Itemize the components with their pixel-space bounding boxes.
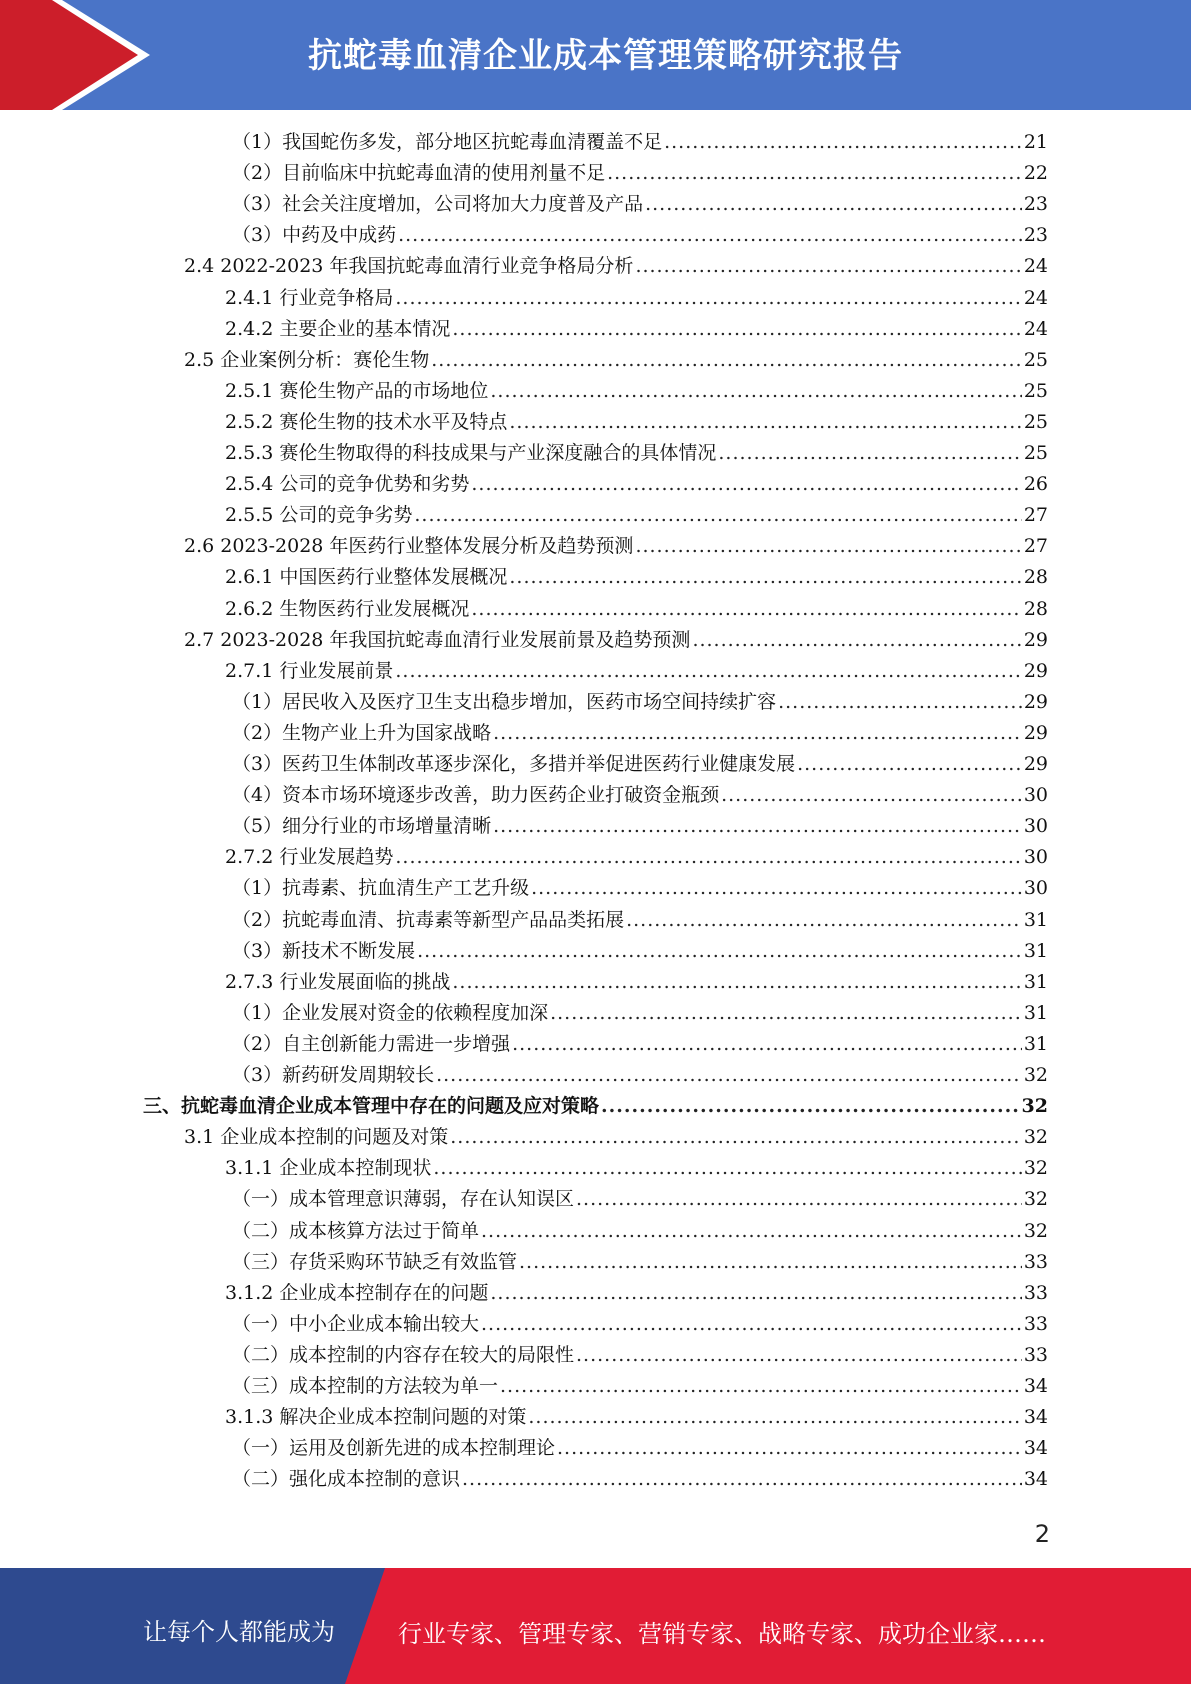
page-number: 2: [1034, 1520, 1050, 1548]
toc-leader-dots: [395, 283, 1021, 314]
toc-entry[interactable]: [232, 1309, 1048, 1340]
toc-leader-dots: [414, 500, 1021, 531]
toc-entry-page: 25: [1023, 349, 1048, 371]
toc-entry-title: 2.5.4 公司的竞争优势和劣势: [225, 473, 470, 495]
toc-entry[interactable]: [232, 1340, 1048, 1371]
toc-entry[interactable]: [225, 1153, 1048, 1184]
toc-entry-title: （3）新药研发周期较长: [232, 1064, 435, 1086]
toc-leader-dots: [462, 1464, 1022, 1495]
toc-entry-page: 31: [1023, 971, 1048, 993]
toc-entry-title: （二）强化成本控制的意识: [232, 1468, 461, 1490]
toc-entry-page: 22: [1023, 162, 1048, 184]
toc-entry[interactable]: [232, 127, 1048, 158]
toc-entry-title: （1）我国蛇伤多发，部分地区抗蛇毒血清覆盖不足: [232, 131, 663, 153]
toc-entry-title: （4）资本市场环境逐步改善，助力医药企业打破资金瓶颈: [232, 784, 720, 806]
toc-entry-title: （1）抗毒素、抗血清生产工艺升级: [232, 877, 530, 899]
toc-leader-dots: [481, 1309, 1022, 1340]
toc-leader-dots: [450, 1122, 1022, 1153]
toc-entry-title: 2.4 2022-2023 年我国抗蛇毒血清行业竞争格局分析: [184, 255, 634, 277]
toc-leader-dots: [481, 1216, 1022, 1247]
toc-entry[interactable]: [143, 1091, 1048, 1122]
toc-entry-page: 34: [1023, 1406, 1048, 1428]
toc-entry-page: 34: [1023, 1375, 1048, 1397]
toc-entry-title: （一）中小企业成本输出较大: [232, 1313, 480, 1335]
toc-entry-page: 29: [1023, 629, 1048, 651]
toc-entry-title: 2.6.1 中国医药行业整体发展概况: [225, 566, 508, 588]
toc-entry-page: 26: [1023, 473, 1048, 495]
toc-entry[interactable]: [232, 1216, 1048, 1247]
toc-entry-title: 三、抗蛇毒血清企业成本管理中存在的问题及应对策略: [143, 1095, 600, 1117]
toc-entry-page: 28: [1023, 566, 1048, 588]
toc-entry[interactable]: [232, 718, 1048, 749]
toc-entry-title: （2）自主创新能力需进一步增强: [232, 1033, 511, 1055]
toc-leader-dots: [395, 842, 1021, 873]
toc-leader-dots: [528, 1402, 1021, 1433]
toc-leader-dots: [436, 1060, 1022, 1091]
toc-leader-dots: [395, 656, 1021, 687]
toc-entry-title: （1）企业发展对资金的依赖程度加深: [232, 1002, 549, 1024]
toc-entry-title: 2.7.2 行业发展趋势: [225, 846, 394, 868]
toc-leader-dots: [645, 189, 1022, 220]
toc-entry[interactable]: [184, 625, 1048, 656]
toc-entry-page: 27: [1023, 504, 1048, 526]
footer-slogan-right: 行业专家、管理专家、营销专家、战略专家、成功企业家……: [398, 1620, 1046, 1648]
toc-leader-dots: [417, 936, 1022, 967]
toc-leader-dots: [664, 127, 1022, 158]
toc-entry[interactable]: [232, 1371, 1048, 1402]
toc-entry-title: 3.1.1 企业成本控制现状: [225, 1157, 432, 1179]
toc-entry-page: 29: [1023, 753, 1048, 775]
toc-entry-title: （2）目前临床中抗蛇毒血清的使用剂量不足: [232, 162, 606, 184]
toc-entry-page: 33: [1023, 1282, 1048, 1304]
toc-entry-title: 3.1.3 解决企业成本控制问题的对策: [225, 1406, 527, 1428]
toc-leader-dots: [500, 1371, 1022, 1402]
toc-entry-page: 33: [1023, 1251, 1048, 1273]
toc-entry-page: 32: [1023, 1157, 1048, 1179]
toc-entry-title: 2.5.2 赛伦生物的技术水平及特点: [225, 411, 508, 433]
toc-entry-page: 27: [1023, 535, 1048, 557]
page-header: [0, 0, 1191, 110]
toc-entry-title: （3）中药及中成药: [232, 224, 397, 246]
toc-entry-page: 32: [1023, 1220, 1048, 1242]
toc-entry-page: 25: [1023, 411, 1048, 433]
toc-entry-page: 21: [1023, 131, 1048, 153]
toc-entry-title: （二）成本核算方法过于简单: [232, 1220, 480, 1242]
toc-entry[interactable]: [232, 749, 1048, 780]
toc-entry-page: 31: [1023, 1002, 1048, 1024]
toc-entry[interactable]: [232, 1433, 1048, 1464]
toc-entry-page: 29: [1023, 660, 1048, 682]
toc-leader-dots: [433, 1153, 1021, 1184]
toc-leader-dots: [512, 1029, 1022, 1060]
toc-entry-page: 32: [1023, 1126, 1048, 1148]
toc-entry-title: 2.4.2 主要企业的基本情况: [225, 318, 451, 340]
toc-entry-title: （3）医药卫生体制改革逐步深化，多措并举促进医药行业健康发展: [232, 753, 796, 775]
toc-leader-dots: [607, 158, 1022, 189]
toc-entry[interactable]: [232, 1184, 1048, 1215]
toc-entry[interactable]: [225, 594, 1048, 625]
toc-entry[interactable]: [232, 189, 1048, 220]
toc-entry[interactable]: [232, 905, 1048, 936]
toc-entry[interactable]: [232, 158, 1048, 189]
toc-entry[interactable]: [232, 811, 1048, 842]
toc-entry[interactable]: [225, 283, 1048, 314]
toc-entry-title: 2.5 企业案例分析：赛伦生物: [184, 349, 430, 371]
toc-leader-dots: [778, 687, 1022, 718]
toc-entry-page: 33: [1023, 1313, 1048, 1335]
toc-leader-dots: [471, 469, 1021, 500]
toc-entry-title: 2.7.1 行业发展前景: [225, 660, 394, 682]
toc-leader-dots: [635, 531, 1021, 562]
toc-entry[interactable]: [232, 1464, 1048, 1495]
toc-entry-page: 24: [1023, 255, 1048, 277]
toc-entry-page: 31: [1023, 1033, 1048, 1055]
toc-entry-title: （三）成本控制的方法较为单一: [232, 1375, 499, 1397]
toc-leader-dots: [490, 1278, 1021, 1309]
toc-entry[interactable]: [225, 376, 1048, 407]
toc-entry-page: 32: [1021, 1095, 1048, 1117]
toc-leader-dots: [452, 967, 1021, 998]
toc-leader-dots: [692, 625, 1021, 656]
toc-entry[interactable]: [232, 1247, 1048, 1278]
toc-entry[interactable]: [225, 1402, 1048, 1433]
toc-entry-title: （二）成本控制的内容存在较大的局限性: [232, 1344, 575, 1366]
toc-entry-title: 2.7 2023-2028 年我国抗蛇毒血清行业发展前景及趋势预测: [184, 629, 691, 651]
toc-entry[interactable]: [225, 314, 1048, 345]
toc-entry[interactable]: [232, 1060, 1048, 1091]
toc-leader-dots: [490, 376, 1021, 407]
toc-entry-page: 24: [1023, 287, 1048, 309]
toc-entry-title: （1）居民收入及医疗卫生支出稳步增加，医药市场空间持续扩容: [232, 691, 777, 713]
toc-entry[interactable]: [232, 1029, 1048, 1060]
toc-entry-page: 29: [1023, 722, 1048, 744]
toc-entry[interactable]: [232, 998, 1048, 1029]
toc-entry[interactable]: [225, 967, 1048, 998]
toc-leader-dots: [576, 1184, 1022, 1215]
toc-leader-dots: [509, 562, 1021, 593]
toc-entry-page: 24: [1023, 318, 1048, 340]
toc-leader-dots: [531, 873, 1022, 904]
toc-entry-page: 30: [1023, 815, 1048, 837]
toc-entry-title: 2.6.2 生物医药行业发展概况: [225, 598, 470, 620]
toc-entry-title: （2）抗蛇毒血清、抗毒素等新型产品品类拓展: [232, 909, 625, 931]
toc-entry[interactable]: [184, 345, 1048, 376]
toc-entry[interactable]: [225, 500, 1048, 531]
toc-entry-title: 2.4.1 行业竞争格局: [225, 287, 394, 309]
toc-entry[interactable]: [225, 438, 1048, 469]
toc-entry-title: 2.7.3 行业发展面临的挑战: [225, 971, 451, 993]
toc-entry-title: （三）存货采购环节缺乏有效监管: [232, 1251, 518, 1273]
toc-entry-title: （3）社会关注度增加，公司将加大力度普及产品: [232, 193, 644, 215]
toc-entry[interactable]: [225, 562, 1048, 593]
toc-entry[interactable]: [184, 1122, 1048, 1153]
footer-slogan-left: 让每个人都能成为: [143, 1618, 335, 1646]
toc-leader-dots: [493, 718, 1022, 749]
toc-entry-page: 23: [1023, 224, 1048, 246]
toc-entry-page: 32: [1023, 1188, 1048, 1210]
toc-leader-dots: [493, 811, 1022, 842]
toc-entry-title: （一）运用及创新先进的成本控制理论: [232, 1437, 556, 1459]
toc-entry-page: 31: [1023, 940, 1048, 962]
toc-entry[interactable]: [232, 220, 1048, 251]
toc-entry-title: （3）新技术不断发展: [232, 940, 416, 962]
toc-entry-page: 30: [1023, 784, 1048, 806]
toc-entry[interactable]: [184, 251, 1048, 282]
toc-leader-dots: [557, 1433, 1022, 1464]
toc-leader-dots: [431, 345, 1022, 376]
toc-entry[interactable]: [225, 656, 1048, 687]
toc-entry-title: 2.6 2023-2028 年医药行业整体发展分析及趋势预测: [184, 535, 634, 557]
toc-leader-dots: [721, 780, 1022, 811]
toc-leader-dots: [550, 998, 1022, 1029]
toc-entry[interactable]: [225, 469, 1048, 500]
toc-leader-dots: [718, 438, 1021, 469]
toc-entry[interactable]: [184, 531, 1048, 562]
toc-entry-title: （5）细分行业的市场增量清晰: [232, 815, 492, 837]
toc-entry-title: 2.5.1 赛伦生物产品的市场地位: [225, 380, 489, 402]
toc-entry[interactable]: [225, 407, 1048, 438]
page-footer: [0, 1568, 1191, 1684]
toc-leader-dots: [471, 594, 1021, 625]
toc-entry[interactable]: [225, 842, 1048, 873]
toc-entry[interactable]: [225, 1278, 1048, 1309]
toc-entry-title: （一）成本管理意识薄弱，存在认知误区: [232, 1188, 575, 1210]
toc-entry[interactable]: [232, 687, 1048, 718]
toc-entry-title: （2）生物产业上升为国家战略: [232, 722, 492, 744]
toc-entry-page: 30: [1023, 846, 1048, 868]
toc-entry-title: 2.5.5 公司的竞争劣势: [225, 504, 413, 526]
toc-leader-dots: [398, 220, 1022, 251]
toc-entry-page: 28: [1023, 598, 1048, 620]
toc-leader-dots: [509, 407, 1021, 438]
toc-entry-page: 30: [1023, 877, 1048, 899]
toc-leader-dots: [601, 1091, 1020, 1122]
toc-entry-page: 29: [1023, 691, 1048, 713]
toc-entry-page: 31: [1023, 909, 1048, 931]
toc-leader-dots: [626, 905, 1022, 936]
toc-entry-page: 23: [1023, 193, 1048, 215]
toc-leader-dots: [519, 1247, 1022, 1278]
toc-entry[interactable]: [232, 873, 1048, 904]
toc-entry-page: 25: [1023, 442, 1048, 464]
toc-entry-page: 25: [1023, 380, 1048, 402]
toc-entry-page: 32: [1023, 1064, 1048, 1086]
toc-entry[interactable]: [232, 780, 1048, 811]
toc-leader-dots: [576, 1340, 1022, 1371]
toc-leader-dots: [797, 749, 1022, 780]
toc-entry-title: 3.1 企业成本控制的问题及对策: [184, 1126, 449, 1148]
report-title: 抗蛇毒血清企业成本管理策略研究报告: [308, 36, 903, 76]
toc-entry-page: 33: [1023, 1344, 1048, 1366]
toc-entry-title: 3.1.2 企业成本控制存在的问题: [225, 1282, 489, 1304]
toc-entry-title: 2.5.3 赛伦生物取得的科技成果与产业深度融合的具体情况: [225, 442, 717, 464]
toc-leader-dots: [452, 314, 1021, 345]
toc-entry-page: 34: [1023, 1468, 1048, 1490]
toc-leader-dots: [635, 251, 1021, 282]
toc-entry[interactable]: [232, 936, 1048, 967]
toc-entry-page: 34: [1023, 1437, 1048, 1459]
